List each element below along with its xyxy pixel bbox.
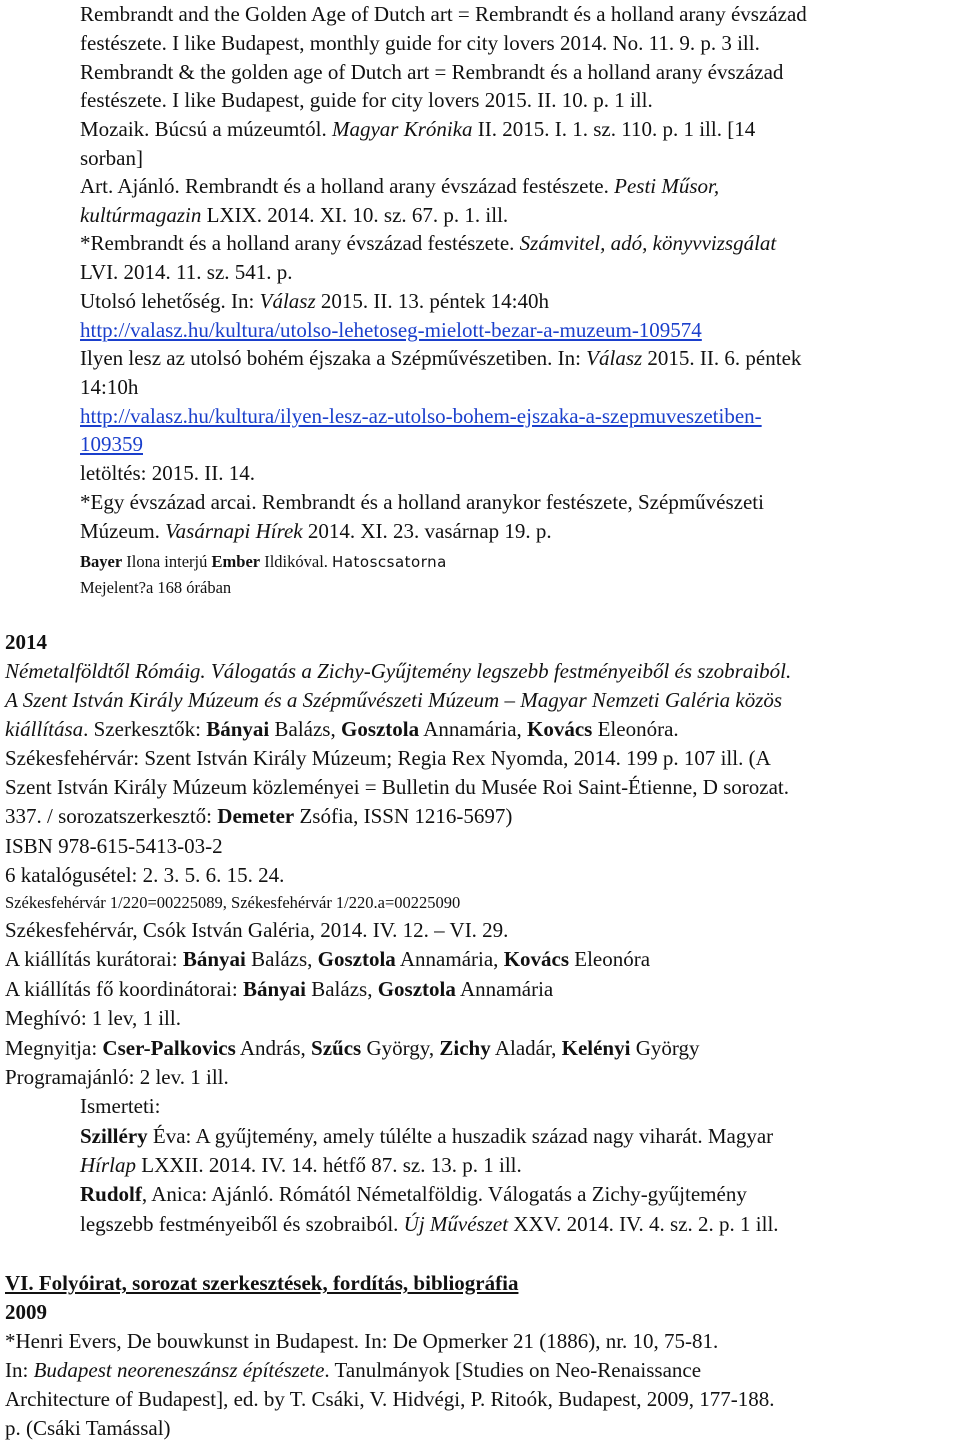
section-heading xyxy=(5,1271,518,1295)
journal-title: Magyar Krónika xyxy=(331,117,473,141)
article-link-continuation[interactable]: 109359 xyxy=(80,432,143,456)
entry-line xyxy=(80,1153,522,1177)
entry-text: A kiállítás fő koordinátorai: xyxy=(5,977,243,1001)
entry-line xyxy=(5,659,791,683)
curator-name: Kovács xyxy=(503,947,570,971)
entry-text: Art. Ajánló. Rembrandt és a holland arany évszázad festészete. xyxy=(80,174,615,198)
journal-title: Vasárnapi Hírek xyxy=(165,519,303,543)
entry-text: festészete. I like Budapest, guide for city lovers 2015. II. 10. p. 1 ill. xyxy=(80,88,653,112)
entry-line xyxy=(80,375,138,399)
journal-title: Új Művészet xyxy=(403,1212,509,1236)
entry-text: Ilona interjú xyxy=(122,552,212,571)
entry-text: 14:10h xyxy=(80,375,139,399)
book-title: Budapest neoreneszánsz építészete xyxy=(33,1358,325,1382)
entry-line xyxy=(5,834,223,858)
article-link[interactable]: http://valasz.hu/kultura/utolso-lehetoseg-mielott-bezar-a-muzeum-109574 xyxy=(80,318,702,342)
coordinator-name: Bányai xyxy=(242,977,306,1001)
entry-line xyxy=(80,552,447,572)
entry-line xyxy=(80,404,762,428)
entry-line xyxy=(80,31,760,55)
isbn: ISBN 978-615-5413-03-2 xyxy=(5,834,223,858)
entry-text: Szent István Király Múzeum közleményei = Bulletin du Musée Roi Saint-Étienne, D sorozat. xyxy=(5,775,790,799)
entry-line xyxy=(5,804,512,828)
library-signature: Székesfehérvár 1/220=00225089, Székesfehérvár 1/220.a=00225090 xyxy=(5,893,461,912)
journal-title: kultúrmagazin xyxy=(80,203,202,227)
entry-text: LXXII. 2014. IV. 14. hétfő 87. sz. 13. p. 1 ill. xyxy=(136,1153,522,1177)
entry-text: Székesfehérvár: Szent István Király Múzeum; Regia Rex Nyomda, 2014. 199 p. 107 ill. (A xyxy=(5,746,771,770)
entry-line xyxy=(5,1416,171,1440)
entry-line xyxy=(80,231,776,255)
entry-text: 6 katalógusétel: 2. 3. 5. 6. 15. 24. xyxy=(5,863,285,887)
entry-line xyxy=(80,60,783,84)
entry-text: LVI. 2014. 11. sz. 541. p. xyxy=(80,260,293,284)
entry-text: LXIX. 2014. XI. 10. sz. 67. p. 1. ill. xyxy=(201,203,509,227)
entry-text: Megnyitja: xyxy=(5,1036,103,1060)
entry-text: 2015. II. 13. péntek 14:40h xyxy=(315,289,549,313)
entry-line xyxy=(80,519,552,543)
journal-title: Válasz xyxy=(586,346,643,370)
download-date: letöltés: 2015. II. 14. xyxy=(80,461,255,485)
book-title: A Szent István Király Múzeum és a Szépművészeti Múzeum – Magyar Nemzeti Galéria közös xyxy=(5,688,783,712)
opener-name: Szűcs xyxy=(311,1036,362,1060)
entry-line xyxy=(80,461,255,485)
entry-text: sorban] xyxy=(80,146,143,170)
journal-title: Hírlap xyxy=(80,1153,137,1177)
entry-line xyxy=(80,146,143,170)
entry-line xyxy=(5,775,789,799)
entry-text: Annamária, xyxy=(419,717,528,741)
article-link[interactable]: http://valasz.hu/kultura/ilyen-lesz-az-utolso-bohem-ejszaka-a-szepmuveszetiben- xyxy=(80,404,762,428)
entry-text: Meghívó: 1 lev, 1 ill. xyxy=(5,1006,181,1030)
journal-title: Számvitel, adó, könyvvizsgálat xyxy=(519,231,777,255)
entry-text: Balázs, xyxy=(245,947,318,971)
entry-line xyxy=(80,289,549,313)
entry-text: II. 2015. I. 1. sz. 110. p. 1 ill. [14 xyxy=(472,117,756,141)
entry-line xyxy=(80,318,702,342)
entry-text: Aladár, xyxy=(490,1036,562,1060)
editor-name: Gosztola xyxy=(340,717,420,741)
year-heading xyxy=(5,1300,47,1324)
entry-line xyxy=(80,490,764,514)
entry-line xyxy=(5,947,650,971)
entry-text: György xyxy=(630,1036,700,1060)
entry-text: Balázs, xyxy=(305,977,378,1001)
entry-text: *Henri Evers, De bouwkunst in Budapest. In: De Opmerker 21 (1886), nr. 10, 75-81. xyxy=(5,1329,719,1353)
entry-line xyxy=(80,1124,773,1148)
entry-line xyxy=(5,918,508,942)
entry-text: festészete. I like Budapest, monthly guide for city lovers 2014. No. 11. 9. p. 3 ill. xyxy=(80,31,760,55)
book-title: Németalföldtől Rómáig. Válogatás a Zichy-Gyűjtemény legszebb festményeiből és szobraiból. xyxy=(5,659,792,683)
entry-text: . Tanulmányok [Studies on Neo-Renaissance xyxy=(324,1358,702,1382)
author-name: Bayer xyxy=(80,552,123,571)
entry-line xyxy=(5,863,284,887)
entry-line xyxy=(80,346,801,370)
entry-line xyxy=(5,893,460,913)
entry-line xyxy=(5,746,771,770)
entry-line xyxy=(5,1358,701,1382)
year-heading xyxy=(5,630,47,654)
entry-line xyxy=(80,88,653,112)
entry-line xyxy=(80,1182,747,1206)
entry-text: Programajánló: 2 lev. 1 ill. xyxy=(5,1065,229,1089)
entry-line xyxy=(5,977,553,1001)
entry-line xyxy=(80,578,231,598)
entry-text: Múzeum. xyxy=(80,519,166,543)
entry-text: Eleonóra xyxy=(569,947,651,971)
section-title: VI. Folyóirat, sorozat szerkesztések, fordítás, bibliográfia xyxy=(5,1271,519,1295)
author-name: Ember xyxy=(211,552,261,571)
entry-text: Balázs, xyxy=(269,717,341,741)
entry-text: , Anica: Ajánló. Rómától Németalföldig. Válogatás a Zichy-gyűjtemény xyxy=(141,1182,747,1206)
entry-text: XXV. 2014. IV. 4. sz. 2. p. 1 ill. xyxy=(508,1212,779,1236)
reviews-label: Ismerteti: xyxy=(80,1094,161,1118)
entry-line xyxy=(5,1036,699,1060)
entry-text: Mozaik. Búcsú a múzeumtól. xyxy=(80,117,332,141)
entry-text: Architecture of Budapest], ed. by T. Csáki, V. Hidvégi, P. Ritoók, Budapest, 2009, 177-188. xyxy=(5,1387,775,1411)
entry-text: Mejelent?a 168 órában xyxy=(80,578,232,597)
entry-line xyxy=(80,174,719,198)
entry-text: Éva: A gyűjtemény, amely túlélte a huszadik század nagy viharát. Magyar xyxy=(147,1124,774,1148)
curator-name: Bányai xyxy=(182,947,246,971)
entry-text: Eleonóra. xyxy=(592,717,679,741)
entry-text: György, xyxy=(361,1036,440,1060)
entry-text: Rembrandt & the golden age of Dutch art = Rembrandt és a holland arany évszázad xyxy=(80,60,784,84)
book-title: kiállítása xyxy=(5,717,84,741)
entry-text: Annamária, xyxy=(395,947,504,971)
journal-title: Pesti Műsor, xyxy=(614,174,720,198)
reviewer-name: Szilléry xyxy=(80,1124,148,1148)
entry-text: 2015. II. 6. péntek xyxy=(642,346,802,370)
entry-text: Utolsó lehetőség. In: xyxy=(80,289,260,313)
opener-name: Kelényi xyxy=(561,1036,631,1060)
entry-text: p. (Csáki Tamással) xyxy=(5,1416,171,1440)
entry-text: 2014. XI. 23. vasárnap 19. p. xyxy=(302,519,552,543)
opener-name: Cser-Palkovics xyxy=(102,1036,236,1060)
entry-line xyxy=(5,1006,181,1030)
entry-text: Zsófia, ISSN 1216-5697) xyxy=(294,804,513,828)
entry-text: Rembrandt and the Golden Age of Dutch art = Rembrandt és a holland arany évszázad xyxy=(80,2,807,26)
entry-line xyxy=(80,260,293,284)
entry-text: Ildikóval. xyxy=(260,552,333,571)
entry-line xyxy=(5,688,782,712)
entry-line xyxy=(80,2,807,26)
entry-line xyxy=(5,1329,718,1353)
reviewer-name: Rudolf xyxy=(80,1182,142,1206)
entry-text: In: xyxy=(5,1358,34,1382)
entry-text: *Egy évszázad arcai. Rembrandt és a holland aranykor festészete, Szépművészeti xyxy=(80,490,764,514)
channel-name: Hatoscsatorna xyxy=(332,553,447,571)
entry-text: . Szerkesztők: xyxy=(83,717,207,741)
entry-line xyxy=(80,432,143,456)
entry-text: Annamária xyxy=(455,977,554,1001)
entry-text: legszebb festményeiből és szobraiból. xyxy=(80,1212,404,1236)
year-text: 2014 xyxy=(5,630,47,654)
editor-name: Bányai xyxy=(206,717,270,741)
journal-title: Válasz xyxy=(259,289,316,313)
editor-name: Kovács xyxy=(527,717,593,741)
opener-name: Zichy xyxy=(439,1036,491,1060)
entry-line xyxy=(80,203,508,227)
entry-line xyxy=(80,1094,160,1118)
entry-line xyxy=(80,117,755,141)
editor-name: Demeter xyxy=(217,804,295,828)
entry-line xyxy=(80,1212,779,1236)
entry-text: A kiállítás kurátorai: xyxy=(5,947,183,971)
entry-text: András, xyxy=(235,1036,312,1060)
entry-text: Ilyen lesz az utolsó bohém éjszaka a Szépművészetiben. In: xyxy=(80,346,587,370)
entry-text: *Rembrandt és a holland arany évszázad festészete. xyxy=(80,231,520,255)
exhibition-info: Székesfehérvár, Csók István Galéria, 2014. IV. 12. – VI. 29. xyxy=(5,918,509,942)
entry-line xyxy=(5,1387,775,1411)
year-text: 2009 xyxy=(5,1300,47,1324)
entry-text: 337. / sorozatszerkesztő: xyxy=(5,804,218,828)
curator-name: Gosztola xyxy=(317,947,396,971)
coordinator-name: Gosztola xyxy=(377,977,456,1001)
entry-line xyxy=(5,717,679,741)
entry-line xyxy=(5,1065,229,1089)
